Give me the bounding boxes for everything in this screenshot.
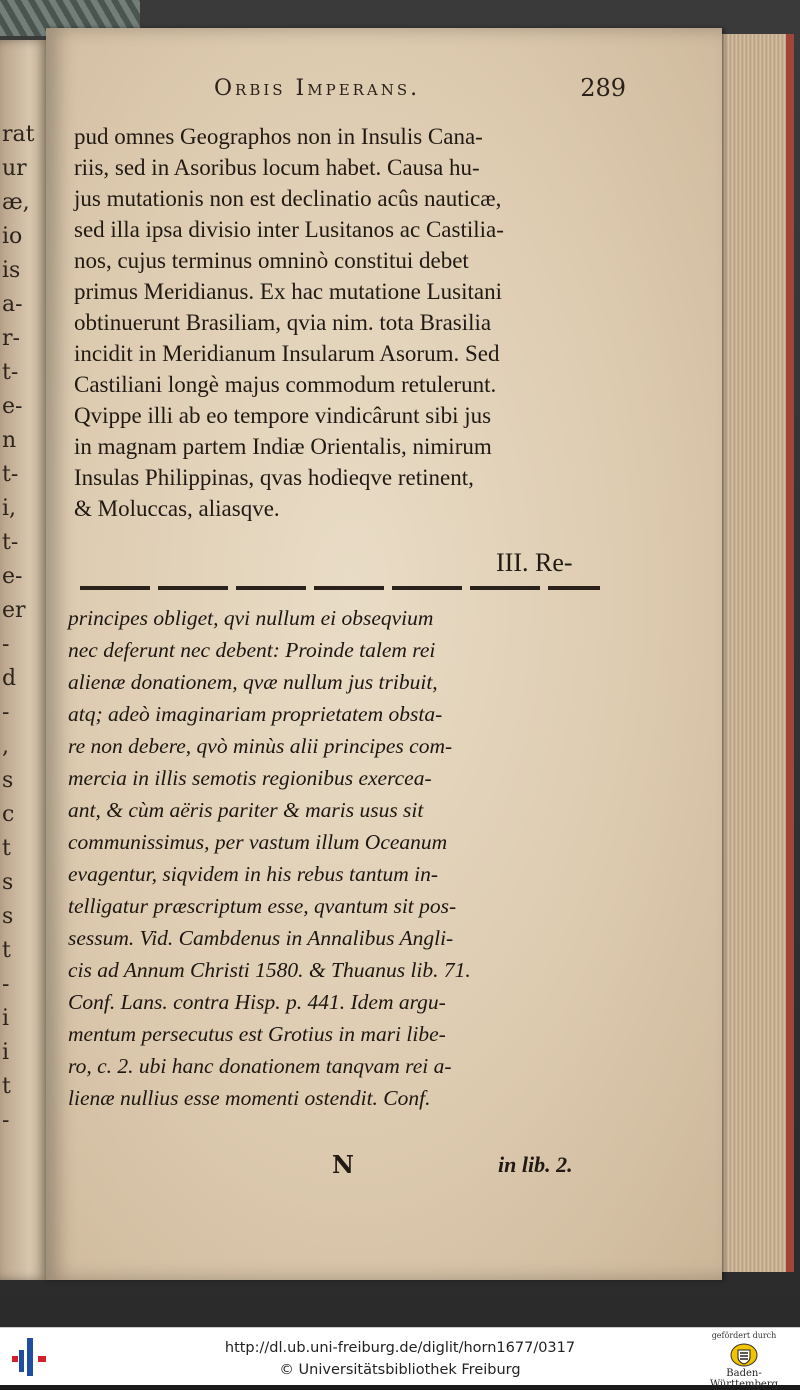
page-number: 289: [580, 74, 626, 102]
previous-page-fragment: t: [2, 938, 11, 963]
sponsor-block: [696, 1331, 792, 1390]
footnote-text-line: evagentur, siqvidem in his rebus tantum in-: [68, 862, 439, 886]
previous-page-fragment: t-: [2, 360, 19, 385]
main-text-line: incidit in Meridianum Insularum Asorum. Sed: [74, 341, 500, 366]
main-text-line: jus mutationis non est declinatio acûs nauticæ,: [74, 186, 502, 211]
main-text-line: Qvippe illi ab eo tempore vindicârunt sibi jus: [74, 403, 492, 428]
sponsor-name: Baden-Württemberg: [709, 1368, 779, 1390]
previous-page-fragment: t: [2, 1074, 11, 1099]
previous-page-fragment: i: [2, 1006, 10, 1031]
catchword-top: III. Re-: [496, 548, 573, 577]
main-text-line: primus Meridianus. Ex hac mutatione Lusitani: [74, 279, 502, 304]
footnote-text-line: communissimus, per vastum illum Oceanum: [68, 830, 448, 854]
catchword-bottom: in lib. 2.: [498, 1152, 573, 1177]
main-text-line: nos, cujus terminus omninò constitui debet: [74, 248, 469, 273]
previous-page-fragment: -: [2, 632, 10, 657]
previous-page-fragment: e-: [2, 394, 23, 419]
previous-page-fragment: is: [2, 258, 21, 283]
previous-page-fragment: i: [2, 1040, 10, 1065]
main-text-line: Insulas Philippinas, qvas hodieqve retinent,: [74, 465, 474, 490]
previous-page-fragment: -: [2, 972, 10, 997]
footnote-text-block: [68, 606, 608, 1118]
footnote-text-line: principes obliget, qvi nullum ei obseqvium: [68, 606, 434, 630]
footnote-text-line: nec deferunt nec debent: Proinde talem rei: [68, 638, 436, 662]
sponsor-label: gefördert durch: [711, 1331, 777, 1340]
footnote-text-line: alienæ donationem, qvæ nullum jus tribuit,: [68, 670, 438, 694]
viewer-footer: [0, 1327, 800, 1390]
previous-page-fragment: io: [2, 224, 23, 249]
previous-page-fragment: n: [2, 428, 17, 453]
previous-page-fragment: t: [2, 836, 11, 861]
footnote-text-line: atq; adeò imaginariam proprietatem obsta-: [68, 702, 443, 726]
main-text-line: in magnam partem Indiæ Orientalis, nimirum: [74, 434, 492, 459]
previous-page-fragment: ur: [2, 156, 27, 181]
footer-url-link[interactable]: http://dl.ub.uni-freiburg.de/diglit/horn1677/0317: [224, 1340, 576, 1356]
footnote-text-line: sessum. Vid. Cambdenus in Annalibus Angli-: [68, 926, 454, 950]
previous-page-fragment: rat: [2, 122, 35, 147]
previous-page-fragment: i,: [2, 496, 17, 521]
previous-page-fragment: æ,: [2, 190, 30, 215]
previous-page-fragment: s: [2, 904, 14, 929]
footer-copyright: © Universitätsbibliothek Freiburg: [279, 1362, 521, 1378]
main-text-line: obtinuerunt Brasiliam, qvia nim. tota Brasilia: [74, 310, 492, 335]
footnote-text-line: telligatur præscriptum esse, qvantum sit pos-: [68, 894, 457, 918]
footnote-text-line: mentum persecutus est Grotius in mari libe-: [68, 1022, 446, 1046]
previous-page-fragment: t-: [2, 462, 19, 487]
main-text-block: [74, 124, 614, 527]
main-text-line: sed illa ipsa divisio inter Lusitanos ac Castilia-: [74, 217, 504, 242]
footnote-text-line: ro, c. 2. ubi hanc donationem tanqvam rei a-: [68, 1054, 452, 1078]
previous-page-fragment: -: [2, 700, 10, 725]
previous-page-fragment: a-: [2, 292, 23, 317]
signature-mark: N: [332, 1150, 354, 1179]
previous-page-fragment: -: [2, 1108, 10, 1133]
footnote-text-line: re non debere, qvò minùs alii principes com-: [68, 734, 453, 758]
main-text-line: Castiliani longè majus commodum retulerunt.: [74, 372, 497, 397]
page-edges: [720, 34, 794, 1272]
previous-page-fragment: e-: [2, 564, 23, 589]
previous-page-fragment: t-: [2, 530, 19, 555]
previous-page-fragment: r-: [2, 326, 20, 351]
previous-page-fragment: er: [2, 598, 26, 623]
previous-page-fragment: d: [2, 666, 17, 691]
footnote-text-line: Conf. Lans. contra Hisp. p. 441. Idem argu-: [68, 990, 446, 1014]
previous-page-fragment: s: [2, 768, 14, 793]
page-header: [166, 58, 626, 102]
previous-page-fragment: ,: [2, 734, 9, 759]
footnote-text-line: cis ad Annum Christi 1580. & Thuanus lib. 71.: [68, 958, 471, 982]
previous-page-edge: [0, 40, 48, 1280]
previous-page-fragment: c: [2, 802, 15, 827]
main-text-line: riis, sed in Asoribus locum habet. Causa hu-: [74, 155, 480, 180]
previous-page-fragment: s: [2, 870, 14, 895]
footnote-text-line: mercia in illis semotis regionibus exercea-: [68, 766, 432, 790]
state-coat-of-arms-icon: [729, 1342, 759, 1368]
footnote-text-line: lienæ nullius esse momenti ostendit. Conf.: [68, 1086, 431, 1110]
main-text-line: pud omnes Geographos non in Insulis Cana-: [74, 124, 483, 149]
main-text-line: & Moluccas, aliasqve.: [74, 496, 280, 521]
footnote-text-line: ant, & cùm aëris pariter & maris usus sit: [68, 798, 424, 822]
footnote-rule: [80, 586, 600, 590]
running-title: Orbis Imperans.: [214, 76, 421, 101]
